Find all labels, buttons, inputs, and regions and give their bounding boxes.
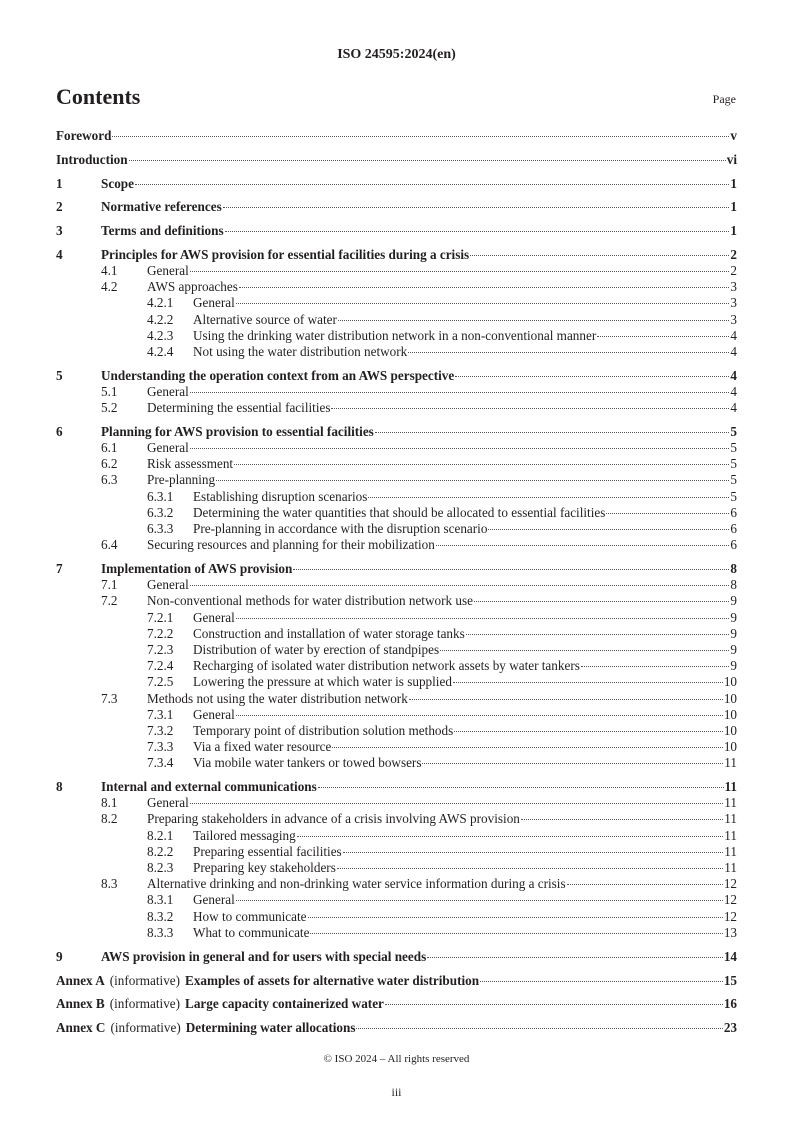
toc-entry-number: 9 [56,948,63,964]
toc-entry-title[interactable]: General [193,892,235,908]
table-of-contents [56,128,737,1036]
toc-entry[interactable] [56,674,737,690]
toc-entry-title[interactable]: Risk assessment [147,456,234,472]
toc-entry-page[interactable]: 1 [730,199,737,215]
toc-entry-title[interactable]: AWS provision in general and for users with special needs [101,948,427,964]
toc-entry-page[interactable]: vi [726,151,737,167]
toc-entry-page[interactable]: 9 [730,641,737,657]
dot-leader [581,666,730,667]
toc-entry[interactable] [56,505,737,521]
toc-entry[interactable] [56,456,737,472]
toc-entry-title[interactable]: Distribution of water by erection of standpipes [193,641,440,657]
toc-entry[interactable] [56,925,737,941]
toc-entry[interactable] [56,344,737,360]
toc-entry-title[interactable]: Preparing stakeholders in advance of a crisis involving AWS provision [147,811,520,827]
toc-entry-page[interactable]: 10 [723,690,737,706]
toc-entry-number: 7.2.5 [147,674,174,690]
dot-leader [480,981,723,982]
toc-entry-number: 8.3 [101,876,118,892]
toc-entry-number: 4.2 [101,279,118,295]
toc-entry-number: 6.3.3 [147,521,174,537]
toc-entry[interactable] [56,844,737,860]
toc-entry-page[interactable]: 9 [730,593,737,609]
toc-entry-title[interactable]: General [147,577,189,593]
toc-entry[interactable] [56,128,737,144]
toc-entry[interactable] [56,176,737,192]
toc-entry-title[interactable]: Understanding the operation context from an AWS perspective [101,367,455,383]
toc-entry-title[interactable]: Alternative source of water [193,311,337,327]
dot-leader [190,585,730,586]
dot-leader [436,545,730,546]
toc-entry-page[interactable]: 23 [723,1020,737,1036]
toc-entry-page[interactable]: 11 [724,827,737,843]
toc-entry-number: 6.4 [101,537,118,553]
toc-entry-title[interactable]: Terms and definitions [101,223,224,239]
toc-entry-number: 4.1 [101,262,118,278]
toc-entry[interactable] [56,876,737,892]
toc-entry-title[interactable]: Lowering the pressure at which water is supplied [193,674,452,690]
toc-entry[interactable] [56,1020,737,1036]
toc-entry[interactable] [56,610,737,626]
toc-entry[interactable] [56,199,737,215]
toc-entry[interactable] [56,828,737,844]
toc-entry[interactable] [56,561,737,577]
document-id-header: ISO 24595:2024(en) [337,47,456,62]
dot-leader [236,900,723,901]
toc-entry[interactable] [56,739,737,755]
toc-entry-number: Annex C [56,1020,106,1036]
toc-entry-page[interactable]: 3 [730,295,737,311]
toc-entry-title[interactable]: Via mobile water tankers or towed bowsers [193,755,422,771]
toc-entry-page[interactable]: 4 [730,327,737,343]
dot-leader [427,957,723,958]
toc-entry-page[interactable]: 6 [730,504,737,520]
toc-entry-page[interactable]: 4 [730,367,737,383]
toc-entry-page[interactable]: 4 [730,383,737,399]
toc-entry-page[interactable]: 11 [724,843,737,859]
toc-entry-title[interactable]: Preparing key stakeholders [193,859,336,875]
toc-entry-page[interactable]: 9 [730,658,737,674]
toc-entry[interactable] [56,642,737,658]
dot-leader [470,255,729,256]
toc-entry-number: 4.2.2 [147,311,174,327]
toc-entry-page[interactable]: 3 [730,279,737,295]
dot-leader [135,184,729,185]
dot-leader [332,747,722,748]
toc-entry-page[interactable]: 11 [724,755,737,771]
toc-entry-title[interactable]: Not using the water distribution network [193,343,408,359]
toc-entry-page[interactable]: 11 [724,811,737,827]
toc-entry-page[interactable]: 5 [730,456,737,472]
toc-entry-number: 4.2.1 [147,295,174,311]
toc-entry-number: 3 [56,223,63,239]
toc-entry-number: 6.3.2 [147,504,174,520]
toc-entry[interactable] [56,472,737,488]
toc-entry-number: 7.1 [101,577,118,593]
toc-entry-page[interactable]: 5 [730,488,737,504]
dot-leader [112,136,729,137]
copyright-footer: © ISO 2024 – All rights reserved [323,1053,470,1065]
toc-entry-page[interactable]: 12 [723,908,737,924]
toc-entry-title[interactable]: Determining the water quantities that should be allocated to essential facilities [193,504,606,520]
toc-entry[interactable] [56,312,737,328]
toc-entry-number: 8.2.3 [147,859,174,875]
toc-entry-page[interactable]: 8 [730,561,737,577]
toc-entry-title[interactable]: General [193,706,235,722]
toc-entry-number: 8.2 [101,811,118,827]
toc-entry-title[interactable]: Temporary point of distribution solution methods [193,722,454,738]
dot-leader [453,682,723,683]
toc-entry-annex-type: (informative) [110,1020,181,1036]
toc-entry-annex-type: (informative) [109,972,181,988]
toc-entry-title[interactable]: Tailored messaging [193,827,296,843]
toc-entry-page[interactable]: 12 [723,876,737,892]
toc-entry-title[interactable]: General [147,440,189,456]
toc-entry[interactable] [56,489,737,505]
toc-entry-number: 8.3.3 [147,924,174,940]
toc-entry-number: 8.2.2 [147,843,174,859]
dot-leader [567,884,723,885]
toc-entry[interactable] [56,368,737,384]
toc-entry-number: 8.3.1 [147,892,174,908]
toc-entry[interactable] [56,658,737,674]
toc-entry-page[interactable]: 13 [723,924,737,940]
toc-entry-number: Annex A [56,972,105,988]
toc-entry[interactable] [56,973,737,989]
toc-entry-number: 6.1 [101,440,118,456]
dot-leader [293,569,729,570]
toc-entry-page[interactable]: 11 [724,795,737,811]
dot-leader [343,852,724,853]
toc-entry-number: 4.2.4 [147,343,174,359]
toc-entry[interactable] [56,909,737,925]
toc-entry-page[interactable]: v [730,128,737,143]
toc-entry-page[interactable]: 14 [723,948,737,964]
dot-leader [356,1028,722,1029]
toc-entry-title[interactable]: Foreword [56,128,112,143]
toc-entry-number: 6.3.1 [147,488,174,504]
toc-entry-title[interactable]: Planning for AWS provision to essential facilities [101,424,374,440]
toc-entry-page[interactable]: 15 [723,972,737,988]
dot-leader [297,836,724,837]
toc-entry-title[interactable]: Establishing disruption scenarios [193,488,368,504]
toc-entry-page[interactable]: 8 [730,577,737,593]
dot-leader [234,464,729,465]
toc-entry-page[interactable]: 11 [724,859,737,875]
toc-entry-page[interactable]: 10 [723,739,737,755]
toc-entry-page[interactable]: 3 [730,311,737,327]
toc-entry-title[interactable]: Principles for AWS provision for essential facilities during a crisis [101,246,470,262]
toc-entry-number: 7.2.3 [147,641,174,657]
toc-entry-page[interactable]: 4 [730,343,737,359]
toc-entry[interactable] [56,860,737,876]
toc-entry-number: Annex B [56,996,105,1012]
dot-leader [440,650,729,651]
toc-entry-title[interactable]: Determining water allocations [185,1020,356,1036]
dot-leader [190,271,730,272]
toc-entry[interactable] [56,424,737,440]
dot-leader [368,497,729,498]
toc-entry-page[interactable]: 12 [723,892,737,908]
toc-entry-number: 8.1 [101,795,118,811]
toc-entry-number: 8.3.2 [147,908,174,924]
toc-entry-page[interactable]: 5 [730,424,737,440]
toc-entry-title[interactable]: Large capacity containerized water [185,996,384,1012]
dot-leader [239,287,730,288]
toc-entry-number: 7 [56,561,63,577]
dot-leader [474,601,729,602]
dot-leader [422,763,723,764]
dot-leader [129,160,726,161]
toc-entry-number: 5.2 [101,400,118,416]
toc-entry-number: 1 [56,175,63,191]
toc-entry[interactable] [56,295,737,311]
dot-leader [385,1004,723,1005]
toc-entry[interactable] [56,811,737,827]
toc-entry[interactable] [56,537,737,553]
toc-entry-title[interactable]: Securing resources and planning for their mobilization [147,537,435,553]
dot-leader [236,303,730,304]
dot-leader [409,699,723,700]
dot-leader [337,868,723,869]
dot-leader [338,320,730,321]
toc-entry[interactable] [56,223,737,239]
dot-leader [606,513,729,514]
dot-leader [597,336,729,337]
toc-entry-title[interactable]: General [147,383,189,399]
dot-leader [223,207,730,208]
dot-leader [225,231,730,232]
toc-entry-page[interactable]: 5 [730,440,737,456]
toc-entry-number: 7.3 [101,690,118,706]
toc-entry-title[interactable]: Implementation of AWS provision [101,561,293,577]
toc-entry-title[interactable]: What to communicate [193,924,310,940]
toc-entry-title[interactable]: General [147,795,189,811]
toc-entry[interactable] [56,779,737,795]
toc-entry-title[interactable]: Scope [101,175,134,191]
toc-entry-number: 2 [56,199,63,215]
toc-entry-title[interactable]: Alternative drinking and non-drinking water service information during a crisis [147,876,566,892]
toc-entry-title[interactable]: Examples of assets for alternative water distribution [185,972,480,988]
toc-entry[interactable] [56,755,737,771]
toc-entry-number: 6 [56,424,63,440]
toc-entry-title[interactable]: Internal and external communications [101,779,317,795]
dot-leader [318,787,724,788]
toc-entry[interactable] [56,247,737,263]
toc-entry-page[interactable]: 2 [730,246,737,262]
dot-leader [408,352,729,353]
toc-entry-annex-type: (informative) [109,996,181,1012]
toc-entry-page[interactable]: 1 [730,223,737,239]
toc-entry-number: 7.3.3 [147,739,174,755]
toc-entry[interactable] [56,384,737,400]
toc-entry-title[interactable]: Introduction [56,151,128,167]
toc-entry-number: 7.2 [101,593,118,609]
toc-entry-page[interactable]: 10 [723,706,737,722]
toc-entry-title[interactable]: General [193,295,235,311]
toc-entry[interactable] [56,593,737,609]
toc-entry[interactable] [56,707,737,723]
toc-entry[interactable] [56,440,737,456]
dot-leader [466,634,730,635]
dot-leader [375,432,730,433]
toc-entry-title[interactable]: Methods not using the water distribution network [147,690,408,706]
toc-entry-title[interactable]: General [193,609,235,625]
toc-entry-page[interactable]: 6 [730,537,737,553]
toc-entry-number: 7.3.4 [147,755,174,771]
toc-entry[interactable] [56,795,737,811]
page-column-label: Page [712,92,736,106]
toc-entry[interactable] [56,152,737,168]
toc-entry-page[interactable]: 9 [730,625,737,641]
toc-entry-page[interactable]: 1 [730,175,737,191]
toc-entry-page[interactable]: 5 [730,472,737,488]
toc-entry-title[interactable]: Determining the essential facilities [147,400,331,416]
toc-entry-number: 7.3.2 [147,722,174,738]
toc-entry[interactable] [56,949,737,965]
toc-entry[interactable] [56,996,737,1012]
toc-entry-number: 5.1 [101,383,118,399]
toc-entry-number: 5 [56,367,63,383]
page-number: iii [391,1085,402,1099]
toc-entry[interactable] [56,577,737,593]
toc-entry-title[interactable]: AWS approaches [147,279,238,295]
toc-entry[interactable] [56,279,737,295]
toc-entry-page[interactable]: 10 [723,674,737,690]
toc-entry-title[interactable]: Construction and installation of water storage tanks [193,625,465,641]
toc-entry-number: 7.2.1 [147,609,174,625]
dot-leader [488,529,729,530]
toc-entry-number: 4.2.3 [147,327,174,343]
toc-entry-title[interactable]: Pre-planning [147,472,216,488]
toc-entry-title[interactable]: Recharging of isolated water distribution network assets by water tankers [193,658,580,674]
dot-leader [190,448,730,449]
toc-entry-number: 8 [56,779,63,795]
dot-leader [190,392,730,393]
dot-leader [216,480,729,481]
toc-entry-title[interactable]: Using the drinking water distribution network in a non-conventional manner [193,327,597,343]
toc-entry[interactable] [56,521,737,537]
dot-leader [190,803,724,804]
toc-entry-number: 8.2.1 [147,827,174,843]
toc-entry-number: 4 [56,246,63,262]
toc-entry-page[interactable]: 2 [730,262,737,278]
toc-entry-page[interactable]: 4 [730,400,737,416]
toc-entry[interactable] [56,892,737,908]
toc-entry[interactable] [56,400,737,416]
contents-heading: Contents [56,84,141,109]
dot-leader [308,917,723,918]
dot-leader [455,376,729,377]
toc-entry[interactable] [56,723,737,739]
dot-leader [521,819,723,820]
toc-entry-number: 6.3 [101,472,118,488]
toc-entry[interactable] [56,263,737,279]
dot-leader [236,618,730,619]
toc-entry-page[interactable]: 16 [723,996,737,1012]
dot-leader [454,731,723,732]
toc-entry[interactable] [56,626,737,642]
toc-entry-page[interactable]: 10 [723,722,737,738]
toc-entry[interactable] [56,328,737,344]
toc-entry-number: 7.2.2 [147,625,174,641]
toc-entry-title[interactable]: Preparing essential facilities [193,843,342,859]
dot-leader [310,933,722,934]
toc-entry-number: 7.3.1 [147,706,174,722]
toc-entry-title[interactable]: Pre-planning in accordance with the disruption scenario [193,521,488,537]
dot-leader [331,408,729,409]
toc-entry[interactable] [56,691,737,707]
toc-entry-title[interactable]: Normative references [101,199,222,215]
toc-entry-title[interactable]: Non-conventional methods for water distribution network use [147,593,473,609]
toc-entry-title[interactable]: General [147,262,189,278]
toc-entry-number: 7.2.4 [147,658,174,674]
toc-entry-title[interactable]: How to communicate [193,908,307,924]
toc-entry-page[interactable]: 9 [730,609,737,625]
dot-leader [236,715,723,716]
toc-entry-title[interactable]: Via a fixed water resource [193,739,332,755]
toc-entry-page[interactable]: 6 [730,521,737,537]
toc-entry-page[interactable]: 11 [724,779,737,795]
toc-entry-number: 6.2 [101,456,118,472]
